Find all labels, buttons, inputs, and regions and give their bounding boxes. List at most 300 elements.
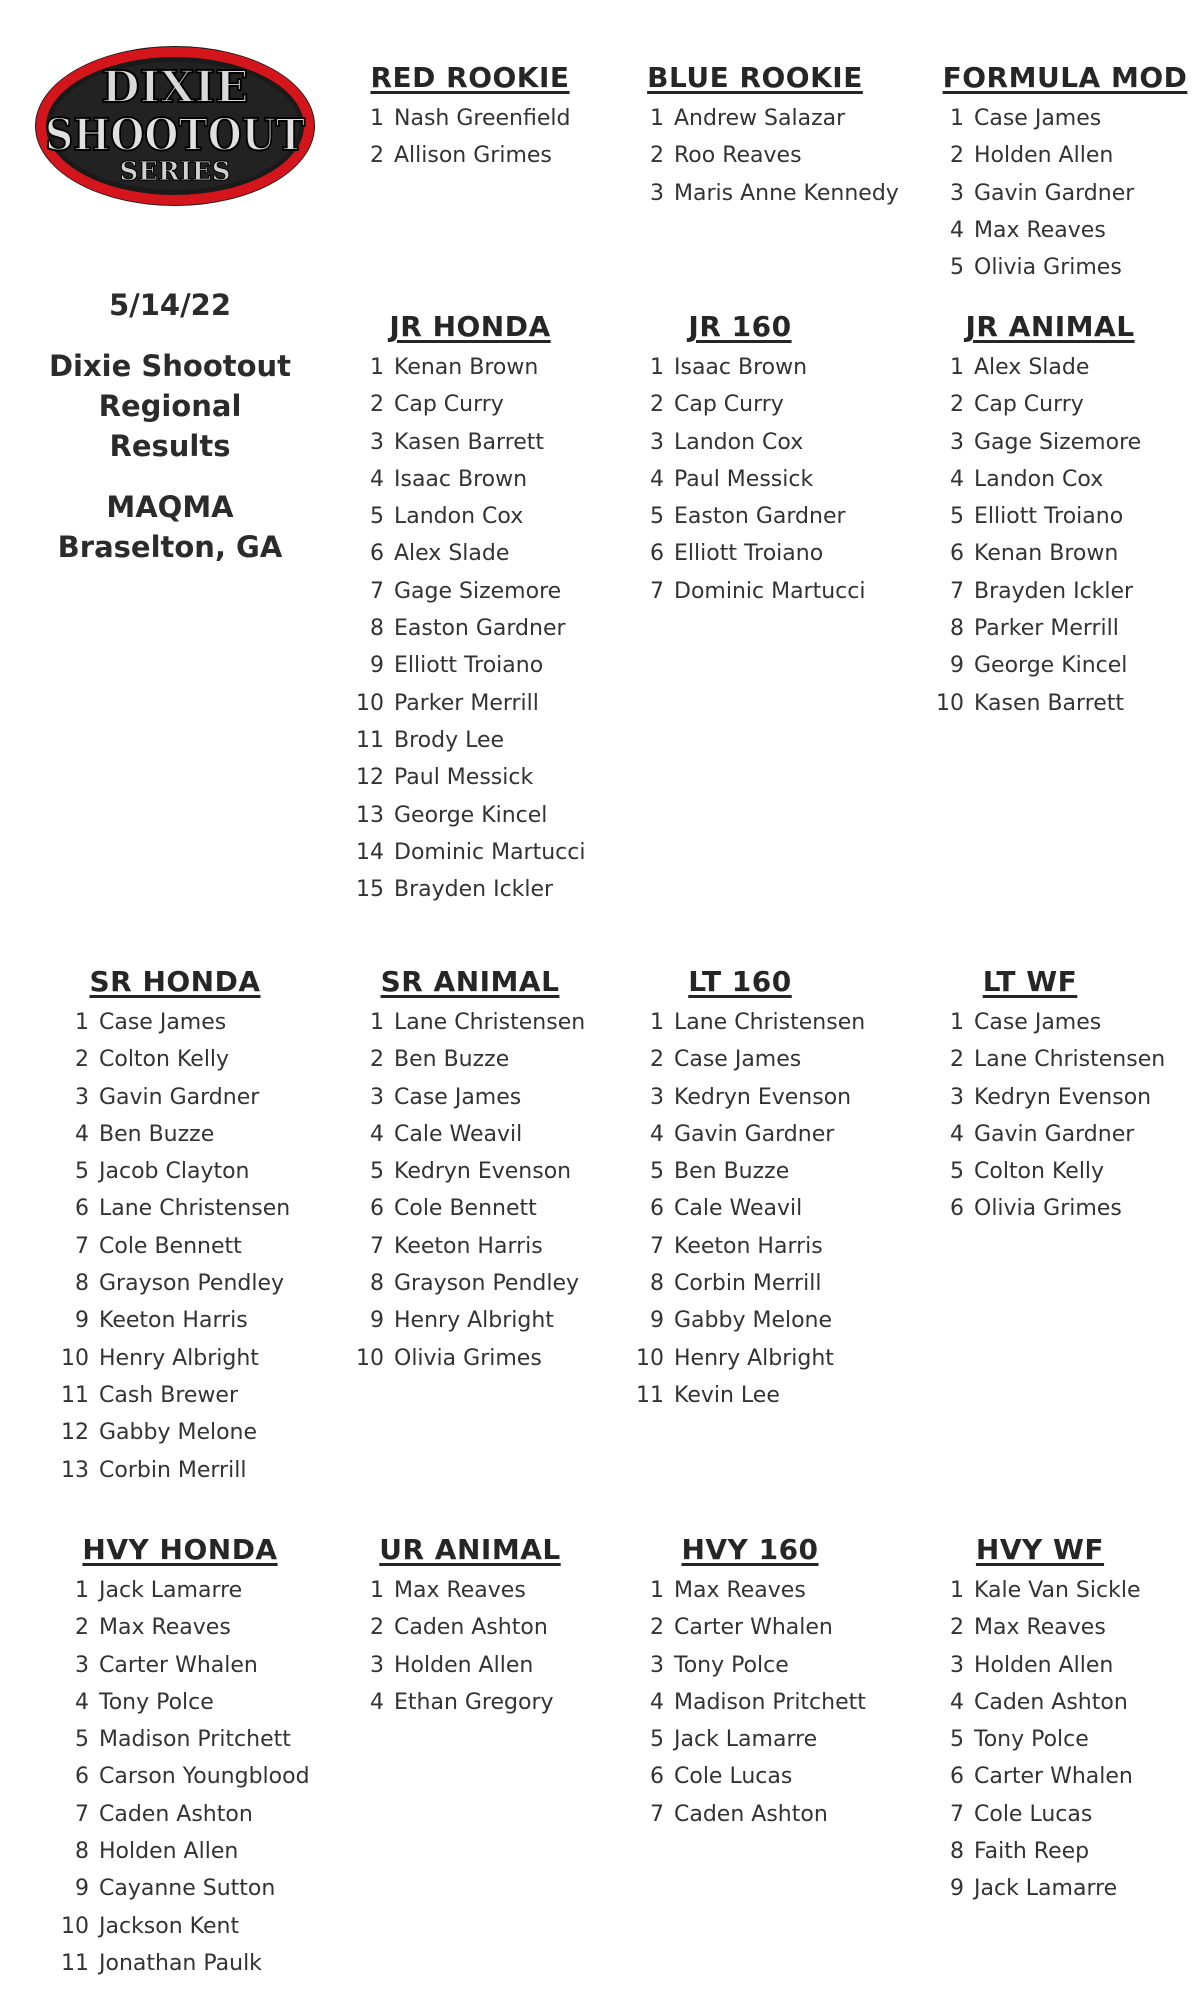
result-position: 2 (950, 1615, 964, 1641)
result-position: 8 (370, 616, 384, 642)
result-position: 11 (61, 1382, 89, 1408)
result-row (930, 1758, 1150, 1795)
result-name: Caden Ashton (99, 1801, 253, 1827)
result-name: Nash Greenfield (394, 106, 571, 131)
section-title: LT 160 (688, 965, 792, 998)
result-row (55, 1041, 295, 1078)
result-row (350, 1609, 590, 1646)
result-row (55, 1079, 295, 1116)
result-row (350, 137, 590, 174)
result-position: 2 (650, 143, 664, 169)
results-list (630, 349, 865, 610)
result-row (350, 797, 590, 834)
result-row (630, 1041, 865, 1078)
results-list (55, 1004, 295, 1489)
result-name: Landon Cox (974, 466, 1104, 492)
event-title-line: Results (109, 429, 231, 463)
result-name: Alex Slade (974, 355, 1090, 380)
result-name: Parker Merrill (974, 616, 1119, 642)
result-row (930, 386, 1170, 423)
result-name: Cap Curry (974, 392, 1084, 418)
result-name: Cap Curry (674, 392, 784, 418)
result-position: 4 (370, 466, 384, 492)
result-position: 3 (75, 1652, 89, 1678)
result-name: Lane Christensen (974, 1047, 1166, 1073)
result-position: 1 (650, 355, 664, 380)
result-name: Olivia Grimes (974, 255, 1122, 281)
result-name: Jonathan Paulk (99, 1950, 262, 1976)
result-name: Olivia Grimes (394, 1345, 542, 1371)
result-name: Lane Christensen (394, 1010, 586, 1035)
result-position: 2 (370, 1615, 384, 1641)
result-name: Brody Lee (394, 727, 505, 753)
result-name: Maris Anne Kennedy (674, 180, 899, 206)
result-name: Gage Sizemore (394, 578, 562, 604)
result-position: 2 (75, 1047, 89, 1073)
result-row (350, 424, 590, 461)
result-position: 2 (370, 1047, 384, 1073)
result-name: Case James (974, 1010, 1102, 1035)
result-position: 3 (950, 1652, 964, 1678)
result-position: 2 (950, 392, 964, 418)
result-row (930, 100, 1200, 137)
result-row (930, 1079, 1165, 1116)
results-list (630, 1004, 865, 1414)
result-position: 7 (950, 1801, 964, 1827)
result-name: Tony Polce (674, 1652, 789, 1678)
result-position: 6 (370, 541, 384, 567)
result-name: Holden Allen (99, 1839, 239, 1865)
section-title: FORMULA MOD (942, 61, 1188, 94)
result-row (350, 386, 590, 423)
result-row (630, 1153, 865, 1190)
section-title: SR HONDA (89, 965, 261, 998)
result-name: Ben Buzze (99, 1121, 215, 1147)
section-title: JR 160 (688, 310, 792, 343)
result-row (55, 1452, 295, 1489)
results-list (930, 1572, 1150, 1908)
results-list (930, 100, 1200, 286)
result-position: 6 (370, 1196, 384, 1222)
results-section (350, 962, 590, 1377)
result-name: Max Reaves (99, 1615, 231, 1641)
section-title: JR HONDA (389, 310, 551, 343)
result-position: 9 (75, 1308, 89, 1334)
result-position: 2 (950, 143, 964, 169)
section-title: HVY WF (975, 1533, 1105, 1566)
result-name: Grayson Pendley (394, 1271, 580, 1297)
result-position: 7 (650, 1233, 664, 1259)
result-position: 7 (370, 1233, 384, 1259)
result-position: 10 (61, 1345, 89, 1371)
result-row (930, 1041, 1165, 1078)
result-position: 2 (650, 1615, 664, 1641)
result-name: Kasen Barrett (394, 429, 545, 455)
result-name: George Kincel (394, 802, 548, 828)
result-name: Andrew Salazar (674, 106, 846, 131)
result-name: Cole Lucas (974, 1801, 1093, 1827)
result-position: 1 (950, 106, 964, 131)
result-position: 3 (950, 1084, 964, 1110)
result-row (630, 1228, 865, 1265)
result-row (350, 834, 590, 871)
result-row (630, 1190, 865, 1227)
result-name: Jacob Clayton (99, 1159, 250, 1185)
result-name: Jack Lamarre (99, 1578, 243, 1603)
result-position: 11 (61, 1950, 89, 1976)
result-position: 2 (650, 392, 664, 418)
result-name: Ben Buzze (674, 1159, 790, 1185)
result-row (55, 1908, 310, 1945)
result-position: 4 (75, 1121, 89, 1147)
result-position: 8 (650, 1271, 664, 1297)
result-row (930, 212, 1200, 249)
result-row (930, 249, 1200, 286)
result-position: 3 (370, 1652, 384, 1678)
result-name: Lane Christensen (99, 1196, 291, 1222)
results-list (350, 100, 590, 175)
result-row (930, 1833, 1150, 1870)
result-position: 10 (356, 690, 384, 716)
result-name: Holden Allen (394, 1652, 534, 1678)
result-row (55, 1228, 295, 1265)
result-row (930, 1721, 1150, 1758)
result-position: 1 (950, 355, 964, 380)
result-position: 9 (950, 1876, 964, 1902)
result-name: Kedryn Evenson (394, 1159, 572, 1185)
result-row (930, 1153, 1165, 1190)
result-position: 7 (75, 1233, 89, 1259)
result-name: Isaac Brown (674, 355, 808, 380)
result-position: 7 (950, 578, 964, 604)
result-row (930, 498, 1170, 535)
result-name: Cash Brewer (99, 1382, 239, 1408)
result-name: Cole Lucas (674, 1764, 793, 1790)
result-position: 7 (370, 578, 384, 604)
logo-line2: SHOOTOUT (45, 110, 306, 161)
result-name: Kale Van Sickle (974, 1578, 1141, 1603)
result-row (350, 1153, 590, 1190)
result-position: 1 (650, 106, 664, 131)
result-position: 6 (650, 1764, 664, 1790)
result-name: Max Reaves (674, 1578, 806, 1603)
results-section (630, 1530, 870, 1833)
result-name: Parker Merrill (394, 690, 539, 716)
result-position: 3 (950, 429, 964, 455)
result-name: Jack Lamarre (674, 1727, 818, 1753)
result-name: Ethan Gregory (394, 1689, 554, 1715)
result-position: 9 (75, 1876, 89, 1902)
result-row (55, 1302, 295, 1339)
results-section (55, 962, 295, 1489)
result-position: 6 (950, 1196, 964, 1222)
result-row (630, 1572, 870, 1609)
result-name: Corbin Merrill (674, 1271, 822, 1297)
result-row (930, 1684, 1150, 1721)
result-position: 5 (950, 1159, 964, 1185)
result-name: Madison Pritchett (99, 1727, 291, 1753)
result-row (630, 461, 865, 498)
result-name: Cale Weavil (674, 1196, 803, 1222)
result-position: 11 (636, 1382, 664, 1408)
event-location: Braselton, GA (57, 530, 283, 564)
result-position: 15 (356, 877, 384, 903)
result-name: Gavin Gardner (974, 1121, 1135, 1147)
result-row (350, 1004, 590, 1041)
result-row (350, 498, 590, 535)
result-position: 4 (75, 1689, 89, 1715)
result-name: Kenan Brown (394, 355, 539, 380)
result-position: 1 (650, 1578, 664, 1603)
results-list (930, 1004, 1165, 1228)
result-position: 6 (650, 541, 664, 567)
result-row (350, 100, 590, 137)
result-name: Tony Polce (99, 1689, 214, 1715)
result-row (630, 1684, 870, 1721)
results-section (630, 58, 899, 212)
result-row (630, 1340, 865, 1377)
result-name: Keeton Harris (99, 1308, 248, 1334)
result-position: 1 (650, 1010, 664, 1035)
result-name: Madison Pritchett (674, 1689, 866, 1715)
result-row (630, 424, 865, 461)
result-position: 4 (950, 1121, 964, 1147)
event-title-line: Dixie Shootout (48, 349, 292, 383)
result-name: Kedryn Evenson (674, 1084, 852, 1110)
result-name: Caden Ashton (394, 1615, 548, 1641)
result-name: Isaac Brown (394, 466, 528, 492)
results-section (930, 1530, 1150, 1908)
result-row (55, 1004, 295, 1041)
result-row (55, 1572, 310, 1609)
result-row (630, 535, 865, 572)
result-position: 8 (75, 1271, 89, 1297)
result-row (55, 1833, 310, 1870)
result-row (350, 1265, 590, 1302)
results-section (930, 307, 1170, 722)
result-position: 1 (370, 355, 384, 380)
result-position: 1 (370, 1010, 384, 1035)
result-position: 3 (950, 180, 964, 206)
result-name: Paul Messick (394, 765, 534, 791)
result-name: Kenan Brown (974, 541, 1119, 567)
result-row (630, 1796, 870, 1833)
result-name: Elliott Troiano (974, 504, 1124, 530)
result-position: 3 (650, 1652, 664, 1678)
result-position: 6 (75, 1764, 89, 1790)
result-row (630, 100, 899, 137)
result-row (930, 424, 1170, 461)
result-name: Max Reaves (974, 217, 1106, 243)
result-position: 7 (650, 1801, 664, 1827)
result-position: 3 (370, 1084, 384, 1110)
result-position: 2 (650, 1047, 664, 1073)
results-list (350, 1004, 590, 1377)
result-position: 1 (370, 1578, 384, 1603)
result-name: Cayanne Sutton (99, 1876, 276, 1902)
result-position: 10 (356, 1345, 384, 1371)
result-name: Henry Albright (394, 1308, 554, 1334)
result-position: 2 (950, 1047, 964, 1073)
result-row (350, 1302, 590, 1339)
result-name: Caden Ashton (674, 1801, 828, 1827)
result-name: Henry Albright (99, 1345, 259, 1371)
result-row (350, 349, 590, 386)
result-name: Case James (974, 106, 1102, 131)
result-position: 1 (950, 1010, 964, 1035)
result-row (350, 1572, 590, 1609)
result-position: 3 (650, 1084, 664, 1110)
result-name: Cole Bennett (394, 1196, 537, 1222)
section-title: BLUE ROOKIE (647, 61, 863, 94)
result-name: Gage Sizemore (974, 429, 1142, 455)
results-section (55, 1530, 310, 1982)
result-position: 9 (650, 1308, 664, 1334)
result-position: 8 (950, 1839, 964, 1865)
result-row (630, 1721, 870, 1758)
result-name: Elliott Troiano (674, 541, 824, 567)
result-position: 1 (370, 106, 384, 131)
result-name: Dominic Martucci (674, 578, 866, 604)
result-row (930, 1004, 1165, 1041)
results-section (350, 1530, 590, 1721)
result-row (55, 1796, 310, 1833)
result-name: Ben Buzze (394, 1047, 510, 1073)
result-name: Max Reaves (974, 1615, 1106, 1641)
result-row (930, 349, 1170, 386)
result-position: 12 (356, 765, 384, 791)
results-list (350, 349, 590, 908)
result-row (930, 685, 1170, 722)
result-position: 2 (370, 143, 384, 169)
result-row (930, 610, 1170, 647)
result-name: Jackson Kent (99, 1913, 240, 1939)
result-row (630, 386, 865, 423)
result-row (930, 1609, 1150, 1646)
result-row (630, 1609, 870, 1646)
result-position: 8 (75, 1839, 89, 1865)
result-row (55, 1945, 310, 1982)
result-name: Easton Gardner (674, 504, 846, 530)
result-position: 9 (950, 653, 964, 679)
result-name: Henry Albright (674, 1345, 834, 1371)
result-position: 5 (650, 504, 664, 530)
result-row (55, 1153, 295, 1190)
result-position: 1 (950, 1578, 964, 1603)
result-position: 4 (650, 1689, 664, 1715)
result-name: Gabby Melone (99, 1420, 258, 1446)
result-position: 5 (950, 504, 964, 530)
result-position: 9 (370, 1308, 384, 1334)
result-name: Grayson Pendley (99, 1271, 285, 1297)
result-name: Lane Christensen (674, 1010, 866, 1035)
result-position: 5 (75, 1159, 89, 1185)
result-name: Landon Cox (394, 504, 524, 530)
result-position: 7 (650, 578, 664, 604)
result-position: 10 (636, 1345, 664, 1371)
result-name: Gavin Gardner (99, 1084, 260, 1110)
result-position: 4 (650, 1121, 664, 1147)
result-name: Keeton Harris (394, 1233, 543, 1259)
logo-line1: DIXIE (101, 62, 249, 113)
result-name: Roo Reaves (674, 143, 802, 169)
result-position: 10 (61, 1913, 89, 1939)
result-row (350, 647, 590, 684)
result-row (350, 610, 590, 647)
result-row (630, 1647, 870, 1684)
result-row (55, 1684, 310, 1721)
result-row (630, 1116, 865, 1153)
result-row (350, 871, 590, 908)
result-position: 5 (950, 255, 964, 281)
result-row (930, 647, 1170, 684)
results-section (350, 58, 590, 175)
result-position: 5 (75, 1727, 89, 1753)
result-name: Faith Reep (974, 1839, 1090, 1865)
result-position: 4 (650, 466, 664, 492)
result-name: Tony Polce (974, 1727, 1089, 1753)
results-list (350, 1572, 590, 1721)
result-row (55, 1340, 295, 1377)
event-org: MAQMA (106, 490, 234, 524)
result-row (350, 1116, 590, 1153)
results-section (930, 962, 1165, 1228)
result-row (930, 1190, 1165, 1227)
result-name: Jack Lamarre (974, 1876, 1118, 1902)
result-name: Cale Weavil (394, 1121, 523, 1147)
result-row (630, 175, 899, 212)
result-row (630, 1004, 865, 1041)
result-name: Carter Whalen (974, 1764, 1133, 1790)
result-row (630, 137, 899, 174)
result-name: Carter Whalen (674, 1615, 833, 1641)
result-row (55, 1265, 295, 1302)
result-name: Allison Grimes (394, 143, 552, 169)
event-title-line: Regional (98, 389, 242, 423)
result-position: 5 (650, 1727, 664, 1753)
result-name: Landon Cox (674, 429, 804, 455)
result-row (350, 685, 590, 722)
result-name: Case James (674, 1047, 802, 1073)
results-list (930, 349, 1170, 722)
result-row (55, 1190, 295, 1227)
result-row (350, 1041, 590, 1078)
result-position: 11 (356, 727, 384, 753)
result-row (350, 1228, 590, 1265)
result-name: Carson Youngblood (99, 1764, 310, 1790)
result-row (630, 1302, 865, 1339)
result-position: 10 (936, 690, 964, 716)
result-name: Olivia Grimes (974, 1196, 1122, 1222)
result-name: Brayden Ickler (394, 877, 554, 903)
section-title: RED ROOKIE (370, 61, 570, 94)
result-position: 4 (950, 1689, 964, 1715)
result-name: Easton Gardner (394, 616, 566, 642)
result-position: 2 (75, 1615, 89, 1641)
result-position: 1 (75, 1010, 89, 1035)
section-title: LT WF (982, 965, 1078, 998)
result-row (55, 1647, 310, 1684)
result-name: Max Reaves (394, 1578, 526, 1603)
result-row (55, 1414, 295, 1451)
result-row (350, 1079, 590, 1116)
result-row (350, 461, 590, 498)
result-position: 8 (370, 1271, 384, 1297)
result-row (55, 1721, 310, 1758)
result-name: Elliott Troiano (394, 653, 544, 679)
result-name: Gabby Melone (674, 1308, 833, 1334)
results-section (630, 307, 865, 610)
